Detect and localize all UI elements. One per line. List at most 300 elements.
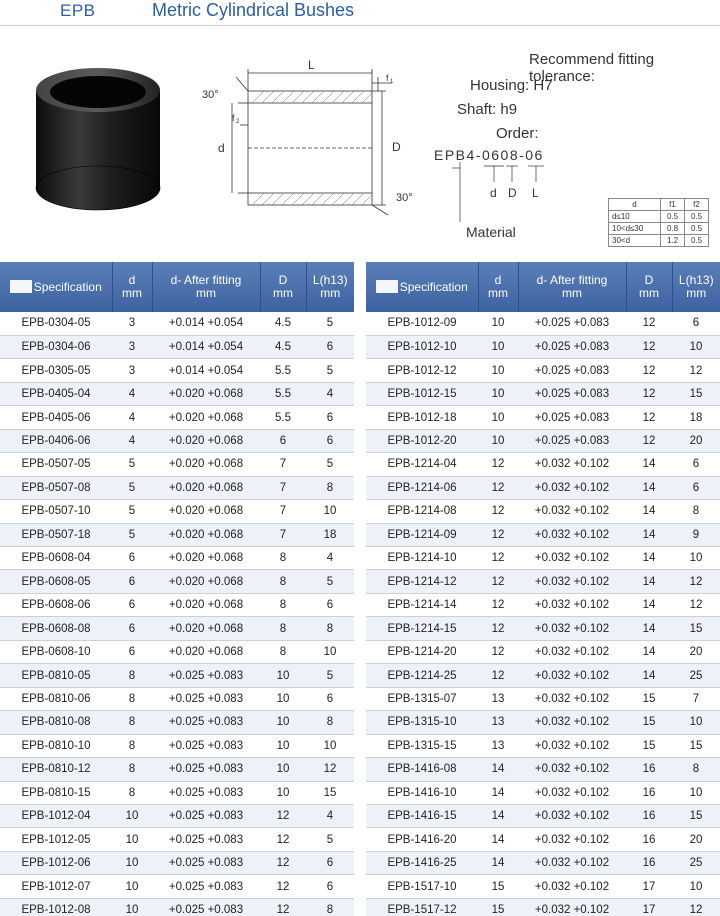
- fit-tolerance-cell: +0.025 +0.083: [152, 805, 260, 828]
- fit-tolerance-cell: +0.032 +0.102: [518, 617, 626, 640]
- table-row: [0, 453, 354, 476]
- dim-d: d: [218, 141, 225, 155]
- fit-tolerance-cell: +0.020 +0.068: [152, 453, 260, 476]
- D-cell: 17: [626, 875, 672, 898]
- fit-tolerance-cell: +0.025 +0.083: [518, 335, 626, 358]
- L-cell: 10: [672, 781, 720, 804]
- D-cell: 12: [626, 406, 672, 429]
- d-cell: 12: [478, 476, 518, 499]
- d-cell: 12: [478, 453, 518, 476]
- spec-cell: EPB-1012-04: [0, 805, 112, 828]
- table-row: [366, 500, 720, 523]
- fit-tolerance-cell: +0.032 +0.102: [518, 734, 626, 757]
- spec-cell: EPB-1214-25: [366, 664, 478, 687]
- d-cell: 3: [112, 312, 152, 335]
- d-cell: 8: [112, 664, 152, 687]
- D-cell: 14: [626, 500, 672, 523]
- dim-f1-sub: 1: [390, 79, 394, 85]
- chamfer-header-f2: f2: [685, 199, 709, 211]
- D-cell: 16: [626, 758, 672, 781]
- spec-cell: EPB-1012-10: [366, 335, 478, 358]
- dim-D: D: [392, 140, 401, 154]
- spec-cell: EPB-0810-08: [0, 711, 112, 734]
- table-row: [366, 359, 720, 382]
- L-cell: 12: [672, 898, 720, 916]
- table-row: [0, 476, 354, 499]
- L-cell: 6: [306, 875, 354, 898]
- fit-tolerance-cell: +0.032 +0.102: [518, 523, 626, 546]
- chamfer-table: [608, 198, 709, 247]
- d-cell: 10: [112, 828, 152, 851]
- spec-cell: EPB-0810-15: [0, 781, 112, 804]
- header-d: d mm: [112, 262, 152, 312]
- L-cell: 10: [672, 875, 720, 898]
- angle-top: 30°: [202, 89, 219, 101]
- table-row: [0, 617, 354, 640]
- angle-bottom: 30°: [396, 192, 413, 204]
- spec-cell: EPB-1214-10: [366, 547, 478, 570]
- fit-tolerance-cell: +0.032 +0.102: [518, 640, 626, 663]
- d-cell: 14: [478, 828, 518, 851]
- d-cell: 10: [478, 359, 518, 382]
- chamfer-header-d: d: [609, 199, 661, 211]
- d-cell: 5: [112, 476, 152, 499]
- L-cell: 10: [306, 640, 354, 663]
- table-row: [366, 593, 720, 616]
- fit-tolerance-cell: +0.014 +0.054: [152, 359, 260, 382]
- D-cell: 16: [626, 851, 672, 874]
- D-cell: 14: [626, 453, 672, 476]
- spec-cell: EPB-1214-08: [366, 500, 478, 523]
- table-row: [0, 851, 354, 874]
- table-row: [0, 593, 354, 616]
- spec-cell: EPB-1416-20: [366, 828, 478, 851]
- fit-tolerance-cell: +0.032 +0.102: [518, 758, 626, 781]
- table-row: [0, 335, 354, 358]
- table-row: [366, 734, 720, 757]
- D-cell: 14: [626, 617, 672, 640]
- bushing-photo: [30, 60, 165, 215]
- spec-cell: EPB-1012-20: [366, 429, 478, 452]
- table-row: [366, 875, 720, 898]
- d-cell: 10: [478, 335, 518, 358]
- D-cell: 8: [260, 617, 306, 640]
- spec-cell: EPB-0608-10: [0, 640, 112, 663]
- L-cell: 18: [672, 406, 720, 429]
- fit-tolerance-cell: +0.025 +0.083: [152, 828, 260, 851]
- spec-cell: EPB-0608-05: [0, 570, 112, 593]
- page-title: Metric Cylindrical Bushes: [152, 0, 355, 20]
- L-cell: 5: [306, 664, 354, 687]
- spec-cell: EPB-0608-08: [0, 617, 112, 640]
- L-cell: 10: [672, 711, 720, 734]
- fit-tolerance-cell: +0.025 +0.083: [518, 429, 626, 452]
- spec-cell: EPB-0406-06: [0, 429, 112, 452]
- spec-cell: EPB-1214-09: [366, 523, 478, 546]
- fit-tolerance-cell: +0.032 +0.102: [518, 687, 626, 710]
- table-row: [366, 640, 720, 663]
- fit-tolerance-cell: +0.025 +0.083: [518, 382, 626, 405]
- D-cell: 12: [260, 805, 306, 828]
- spec-cell: EPB-1517-10: [366, 875, 478, 898]
- spec-cell: EPB-1214-15: [366, 617, 478, 640]
- L-cell: 4: [306, 805, 354, 828]
- spec-cell: EPB-1012-15: [366, 382, 478, 405]
- d-cell: 8: [112, 711, 152, 734]
- d-cell: 15: [478, 875, 518, 898]
- L-cell: 12: [672, 359, 720, 382]
- fit-tolerance-cell: +0.020 +0.068: [152, 406, 260, 429]
- L-cell: 8: [306, 617, 354, 640]
- L-cell: 5: [306, 312, 354, 335]
- spec-cell: EPB-0405-06: [0, 406, 112, 429]
- d-cell: 14: [478, 781, 518, 804]
- D-cell: 10: [260, 711, 306, 734]
- D-cell: 4.5: [260, 312, 306, 335]
- fit-tolerance-cell: +0.020 +0.068: [152, 640, 260, 663]
- table-row: [0, 429, 354, 452]
- L-cell: 6: [306, 851, 354, 874]
- fit-tolerance-cell: +0.032 +0.102: [518, 898, 626, 916]
- D-cell: 10: [260, 734, 306, 757]
- L-cell: 8: [306, 898, 354, 916]
- L-cell: 10: [306, 500, 354, 523]
- spec-cell: EPB-1517-12: [366, 898, 478, 916]
- D-cell: 17: [626, 898, 672, 916]
- table-row: [366, 335, 720, 358]
- d-cell: 6: [112, 547, 152, 570]
- spec-cell: EPB-1214-12: [366, 570, 478, 593]
- D-cell: 15: [626, 687, 672, 710]
- table-row: [0, 805, 354, 828]
- d-cell: 12: [478, 547, 518, 570]
- D-cell: 5.5: [260, 406, 306, 429]
- D-cell: 14: [626, 593, 672, 616]
- chamfer-f1: 0.8: [661, 223, 685, 235]
- D-cell: 8: [260, 570, 306, 593]
- fit-tolerance-cell: +0.020 +0.068: [152, 523, 260, 546]
- L-cell: 20: [672, 640, 720, 663]
- D-cell: 10: [260, 781, 306, 804]
- order-code: EPB4-0608-06: [434, 147, 544, 163]
- table-row: [0, 875, 354, 898]
- d-cell: 4: [112, 406, 152, 429]
- spec-table-right-body: [366, 312, 720, 916]
- fit-tolerance-cell: +0.032 +0.102: [518, 593, 626, 616]
- d-cell: 12: [478, 500, 518, 523]
- fit-tolerance-cell: +0.020 +0.068: [152, 500, 260, 523]
- spec-cell: EPB-1012-07: [0, 875, 112, 898]
- spec-cell: EPB-1315-07: [366, 687, 478, 710]
- fit-tolerance-cell: +0.020 +0.068: [152, 429, 260, 452]
- D-cell: 15: [626, 711, 672, 734]
- fit-tolerance-cell: +0.032 +0.102: [518, 500, 626, 523]
- d-cell: 5: [112, 500, 152, 523]
- spec-cell: EPB-0608-06: [0, 593, 112, 616]
- L-cell: 20: [672, 828, 720, 851]
- d-cell: 6: [112, 570, 152, 593]
- spec-cell: EPB-0507-10: [0, 500, 112, 523]
- L-cell: 6: [672, 453, 720, 476]
- L-cell: 6: [306, 406, 354, 429]
- bushing-drawing: [192, 55, 422, 230]
- D-cell: 14: [626, 640, 672, 663]
- d-cell: 10: [478, 382, 518, 405]
- fit-tolerance-cell: +0.032 +0.102: [518, 547, 626, 570]
- L-cell: 10: [306, 734, 354, 757]
- spec-cell: EPB-0405-04: [0, 382, 112, 405]
- L-cell: 15: [672, 734, 720, 757]
- D-cell: 7: [260, 476, 306, 499]
- fit-tolerance-cell: +0.025 +0.083: [518, 406, 626, 429]
- table-row: [0, 640, 354, 663]
- fit-tolerance-cell: +0.025 +0.083: [152, 781, 260, 804]
- L-cell: 20: [672, 429, 720, 452]
- header-divider: [0, 25, 720, 26]
- L-cell: 8: [672, 500, 720, 523]
- L-cell: 6: [306, 687, 354, 710]
- spec-cell: EPB-1012-08: [0, 898, 112, 916]
- spec-table-left: [0, 262, 354, 916]
- table-row: [0, 711, 354, 734]
- L-cell: 5: [306, 570, 354, 593]
- d-cell: 8: [112, 734, 152, 757]
- d-cell: 5: [112, 453, 152, 476]
- L-cell: 15: [306, 781, 354, 804]
- fit-tolerance-cell: +0.032 +0.102: [518, 476, 626, 499]
- table-row: [0, 734, 354, 757]
- spec-cell: EPB-0304-05: [0, 312, 112, 335]
- spec-cell: EPB-1012-09: [366, 312, 478, 335]
- L-cell: 5: [306, 359, 354, 382]
- D-cell: 12: [260, 828, 306, 851]
- chamfer-header-f1: f1: [661, 199, 685, 211]
- L-cell: 7: [672, 687, 720, 710]
- D-cell: 8: [260, 640, 306, 663]
- table-row: [0, 828, 354, 851]
- table-row: [0, 781, 354, 804]
- L-cell: 8: [306, 476, 354, 499]
- d-cell: 12: [478, 617, 518, 640]
- fit-tolerance-cell: +0.025 +0.083: [518, 312, 626, 335]
- D-cell: 14: [626, 570, 672, 593]
- L-cell: 6: [672, 312, 720, 335]
- d-cell: 3: [112, 359, 152, 382]
- spec-cell: EPB-1012-05: [0, 828, 112, 851]
- material-label: Material: [466, 224, 516, 240]
- fit-tolerance-cell: +0.014 +0.054: [152, 335, 260, 358]
- table-row: [0, 500, 354, 523]
- L-cell: 15: [672, 805, 720, 828]
- table-row: [366, 711, 720, 734]
- fit-tolerance-cell: +0.032 +0.102: [518, 453, 626, 476]
- L-cell: 8: [306, 711, 354, 734]
- spec-cell: EPB-1416-08: [366, 758, 478, 781]
- table-row: [0, 664, 354, 687]
- spec-cell: EPB-0810-06: [0, 687, 112, 710]
- D-cell: 7: [260, 453, 306, 476]
- d-cell: 3: [112, 335, 152, 358]
- table-row: [366, 429, 720, 452]
- L-cell: 10: [672, 335, 720, 358]
- spec-cell: EPB-0304-06: [0, 335, 112, 358]
- d-cell: 5: [112, 523, 152, 546]
- d-cell: 8: [112, 781, 152, 804]
- dim-L: L: [308, 58, 315, 72]
- table-row: [366, 851, 720, 874]
- dim-f1: f: [386, 73, 389, 83]
- fit-tolerance-cell: +0.025 +0.083: [152, 898, 260, 916]
- header-d: d mm: [478, 262, 518, 312]
- d-cell: 4: [112, 382, 152, 405]
- fit-tolerance-cell: +0.032 +0.102: [518, 851, 626, 874]
- D-cell: 12: [626, 312, 672, 335]
- header-specification: Specification: [366, 262, 478, 312]
- d-cell: 10: [112, 898, 152, 916]
- fit-tolerance-cell: +0.025 +0.083: [152, 664, 260, 687]
- header-specification: Specification: [0, 262, 112, 312]
- d-cell: 10: [478, 429, 518, 452]
- chamfer-range: 30<d: [609, 235, 661, 247]
- fit-tolerance-cell: +0.025 +0.083: [152, 734, 260, 757]
- table-row: [0, 523, 354, 546]
- fit-tolerance-cell: +0.032 +0.102: [518, 711, 626, 734]
- table-row: [0, 382, 354, 405]
- D-cell: 12: [626, 429, 672, 452]
- fit-tolerance-cell: +0.025 +0.083: [152, 758, 260, 781]
- table-row: [366, 547, 720, 570]
- spec-cell: EPB-0810-12: [0, 758, 112, 781]
- table-row: [366, 382, 720, 405]
- chamfer-f2: 0.5: [685, 235, 709, 247]
- table-row: [366, 617, 720, 640]
- d-cell: 13: [478, 734, 518, 757]
- D-cell: 15: [626, 734, 672, 757]
- d-cell: 4: [112, 429, 152, 452]
- shaft-tolerance: Shaft: h9: [457, 101, 518, 118]
- table-row: [366, 781, 720, 804]
- L-cell: 10: [672, 547, 720, 570]
- fit-tolerance-cell: +0.025 +0.083: [152, 711, 260, 734]
- order-label: Order:: [496, 125, 539, 142]
- L-cell: 15: [672, 617, 720, 640]
- header-D: D mm: [626, 262, 672, 312]
- header-mark: [10, 280, 32, 293]
- table-row: [366, 687, 720, 710]
- D-cell: 12: [626, 359, 672, 382]
- D-cell: 12: [260, 851, 306, 874]
- D-cell: 14: [626, 523, 672, 546]
- d-cell: 8: [112, 758, 152, 781]
- d-cell: 12: [478, 640, 518, 663]
- fit-tolerance-cell: +0.025 +0.083: [152, 875, 260, 898]
- table-row: [0, 898, 354, 916]
- d-cell: 12: [478, 593, 518, 616]
- d-cell: 10: [112, 851, 152, 874]
- d-cell: 14: [478, 805, 518, 828]
- table-row: [366, 758, 720, 781]
- chamfer-f1: 0.5: [661, 211, 685, 223]
- spec-cell: EPB-1214-14: [366, 593, 478, 616]
- housing-tolerance: Housing: H7: [470, 77, 553, 94]
- L-cell: 5: [306, 828, 354, 851]
- L-cell: 5: [306, 453, 354, 476]
- d-cell: 6: [112, 593, 152, 616]
- D-cell: 16: [626, 781, 672, 804]
- table-row: [366, 805, 720, 828]
- d-cell: 12: [478, 523, 518, 546]
- table-row: [0, 359, 354, 382]
- spec-cell: EPB-1315-15: [366, 734, 478, 757]
- header-L: L(h13) mm: [306, 262, 354, 312]
- D-cell: 6: [260, 429, 306, 452]
- d-cell: 6: [112, 617, 152, 640]
- L-cell: 9: [672, 523, 720, 546]
- table-row: [366, 664, 720, 687]
- fit-tolerance-cell: +0.032 +0.102: [518, 664, 626, 687]
- L-cell: 6: [306, 429, 354, 452]
- L-cell: 6: [306, 335, 354, 358]
- spec-cell: EPB-0608-04: [0, 547, 112, 570]
- table-row: [366, 570, 720, 593]
- D-cell: 14: [626, 664, 672, 687]
- L-cell: 12: [672, 570, 720, 593]
- header-L: L(h13) mm: [672, 262, 720, 312]
- D-cell: 10: [260, 687, 306, 710]
- D-cell: 5.5: [260, 359, 306, 382]
- L-cell: 6: [672, 476, 720, 499]
- spec-cell: EPB-1416-15: [366, 805, 478, 828]
- fit-tolerance-cell: +0.020 +0.068: [152, 547, 260, 570]
- fit-tolerance-cell: +0.014 +0.054: [152, 312, 260, 335]
- D-cell: 16: [626, 828, 672, 851]
- d-cell: 10: [112, 875, 152, 898]
- spec-cell: EPB-0305-05: [0, 359, 112, 382]
- order-D: D: [508, 186, 517, 200]
- D-cell: 14: [626, 476, 672, 499]
- d-cell: 10: [478, 312, 518, 335]
- header-mark: [376, 280, 398, 293]
- d-cell: 12: [478, 664, 518, 687]
- header-D: D mm: [260, 262, 306, 312]
- chamfer-f2: 0.5: [685, 223, 709, 235]
- spec-table-right: [366, 262, 720, 916]
- spec-cell: EPB-1214-06: [366, 476, 478, 499]
- L-cell: 25: [672, 851, 720, 874]
- fit-tolerance-cell: +0.032 +0.102: [518, 805, 626, 828]
- dim-f2: f: [232, 113, 235, 123]
- spec-cell: EPB-1012-12: [366, 359, 478, 382]
- d-cell: 14: [478, 851, 518, 874]
- header-fit: d- After fitting mm: [152, 262, 260, 312]
- spec-cell: EPB-0507-18: [0, 523, 112, 546]
- page-header: [0, 0, 720, 28]
- L-cell: 4: [306, 547, 354, 570]
- table-row: [366, 523, 720, 546]
- fit-tolerance-cell: +0.020 +0.068: [152, 593, 260, 616]
- D-cell: 4.5: [260, 335, 306, 358]
- table-row: [366, 898, 720, 916]
- D-cell: 5.5: [260, 382, 306, 405]
- L-cell: 8: [672, 758, 720, 781]
- spec-cell: EPB-1416-10: [366, 781, 478, 804]
- D-cell: 10: [260, 664, 306, 687]
- D-cell: 10: [260, 758, 306, 781]
- table-row: [366, 406, 720, 429]
- table-row: [366, 476, 720, 499]
- spec-cell: EPB-0810-10: [0, 734, 112, 757]
- d-cell: 13: [478, 711, 518, 734]
